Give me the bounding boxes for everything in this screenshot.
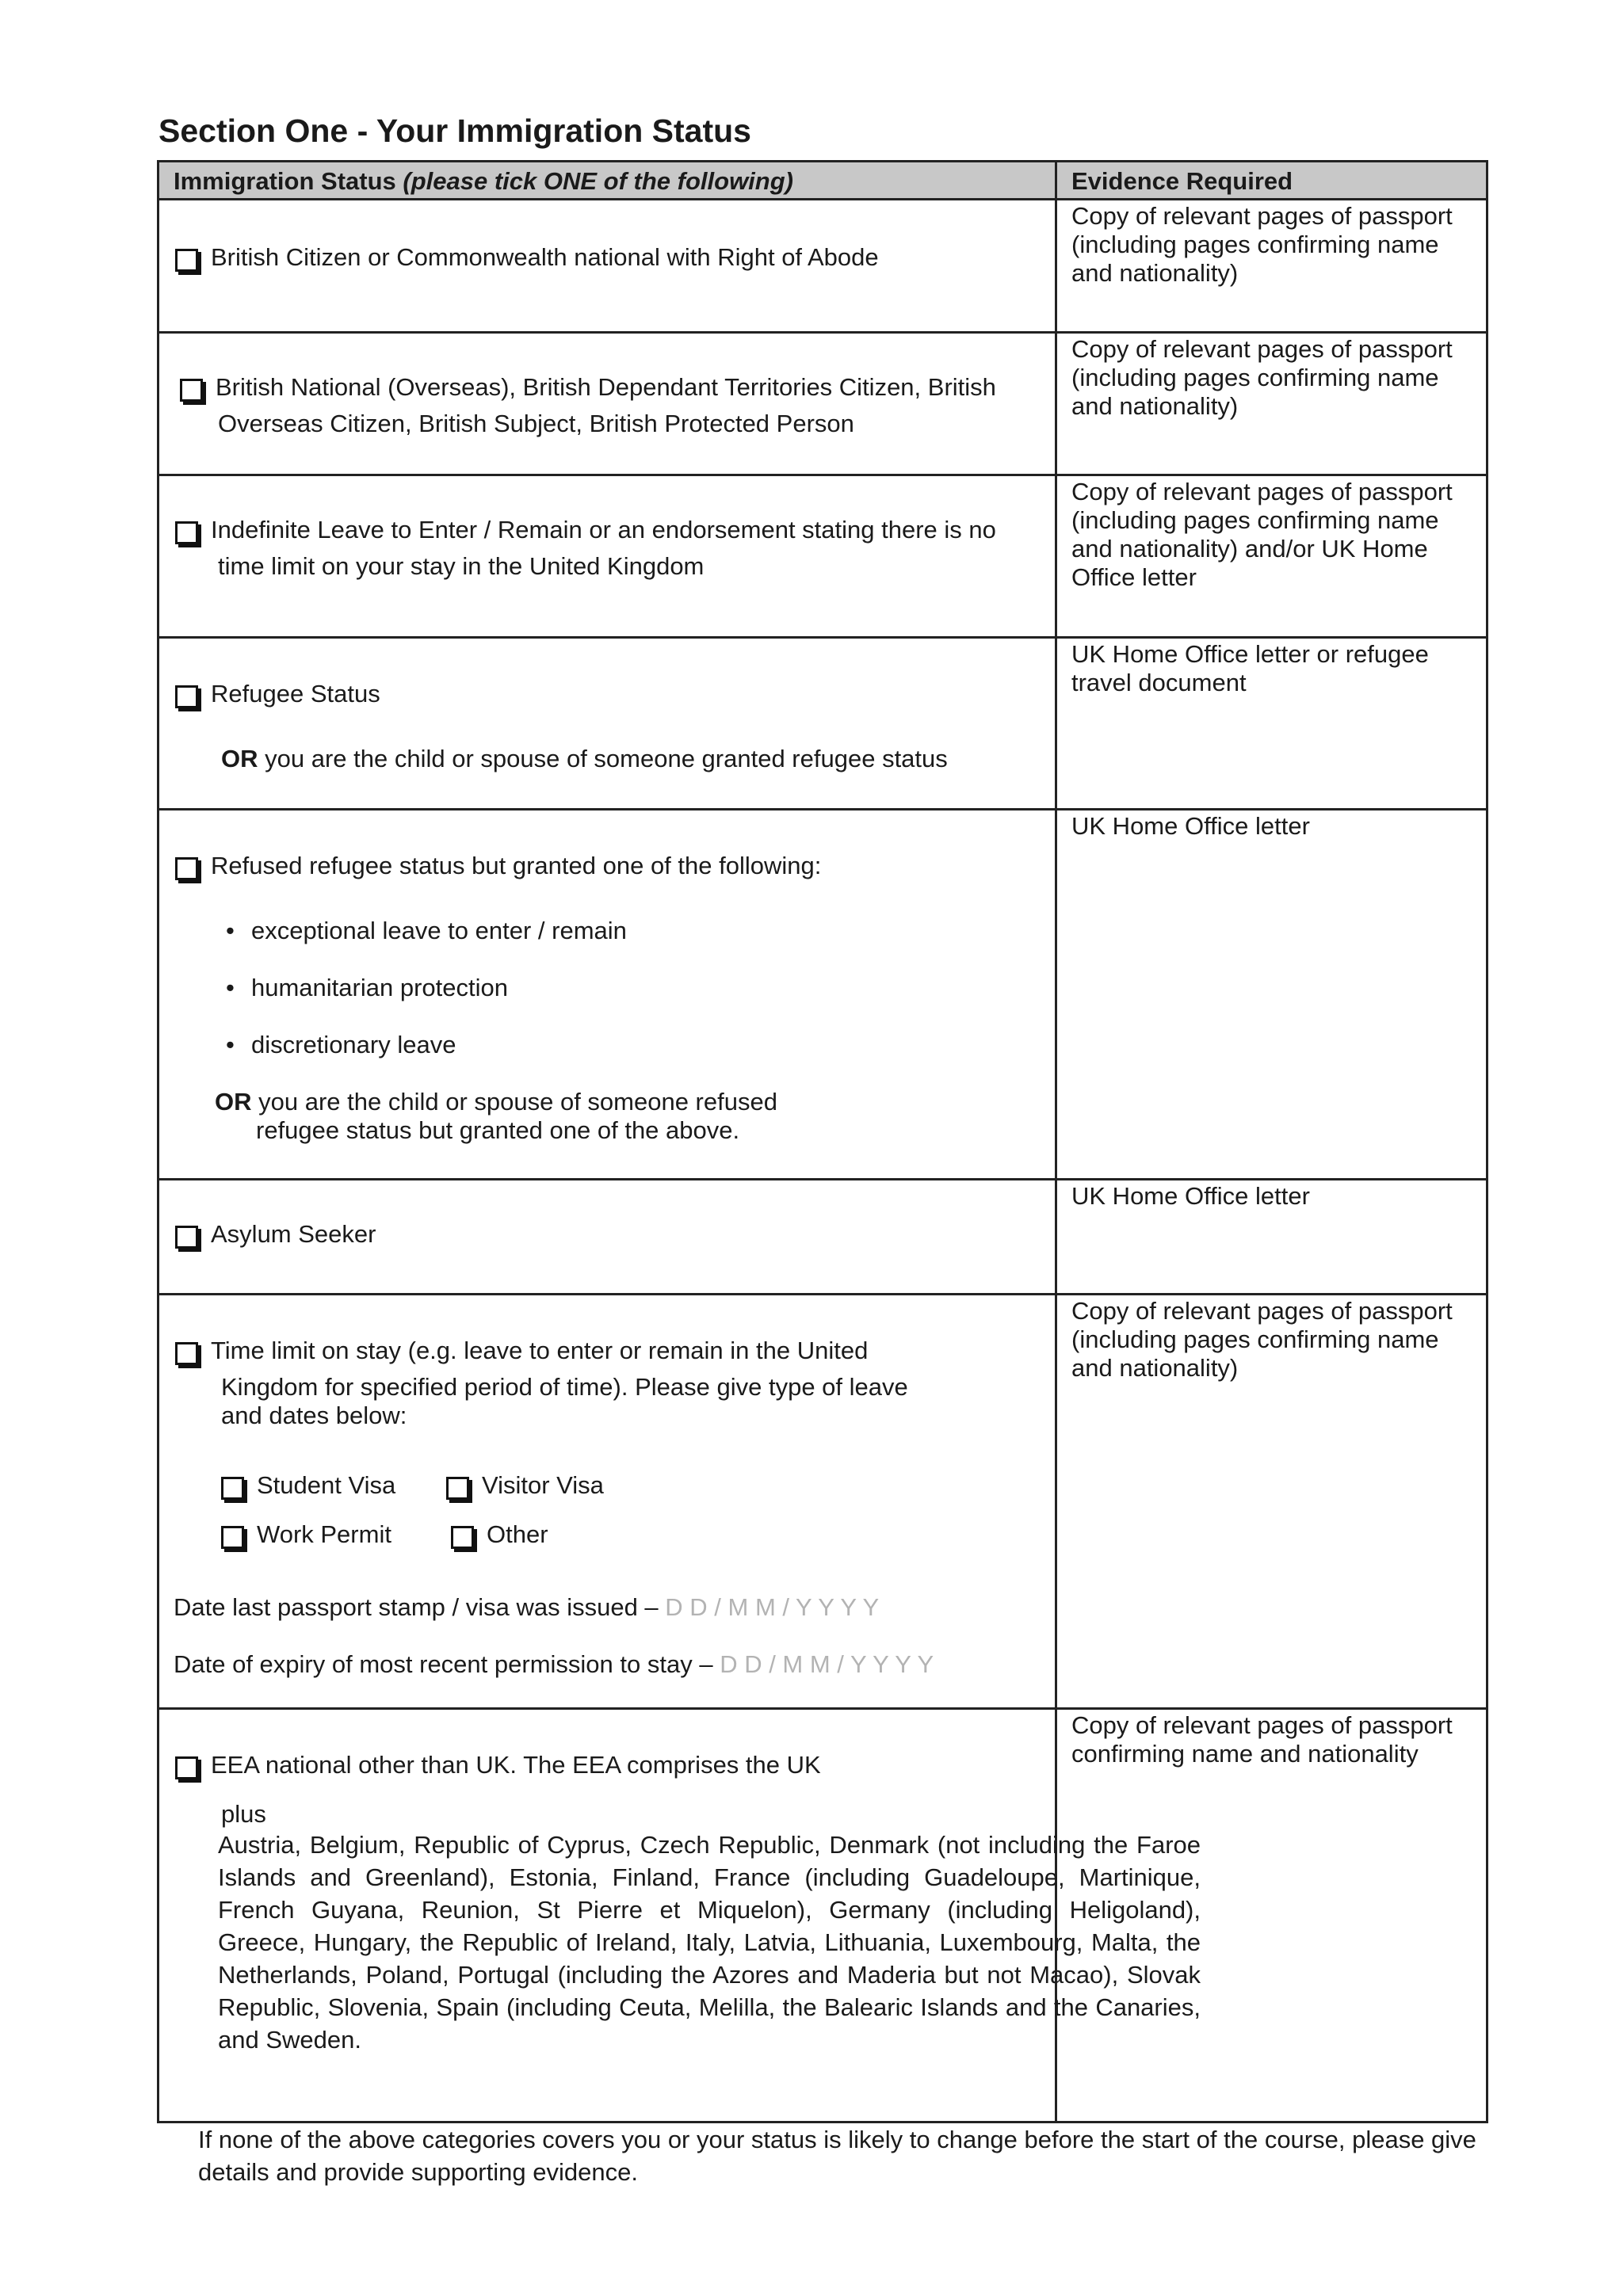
evidence-cell: UK Home Office letter <box>1056 810 1487 1180</box>
table-row <box>158 1709 1487 2122</box>
status-cell <box>158 1180 1056 1295</box>
british-national-checkbox[interactable] <box>180 379 203 402</box>
refugee-or-text: OR you are the child or spouse of someone granted refugee status <box>221 745 948 772</box>
footer-note: If none of the above categories covers you or your status is likely to change before the start of the course, please give details and provide supporting evidence. <box>198 2126 1476 2186</box>
table-row <box>158 810 1487 1180</box>
status-cell <box>158 475 1056 638</box>
asylum-seeker-checkbox[interactable] <box>175 1226 198 1249</box>
other-checkbox[interactable] <box>451 1526 474 1549</box>
date-expiry-row <box>174 1650 934 1679</box>
table-row <box>158 200 1487 333</box>
eea-national-label: EEA national other than UK. The EEA comprises the UK <box>211 1751 821 1779</box>
indefinite-leave-checkbox[interactable] <box>175 521 198 544</box>
evidence-cell: Copy of relevant pages of passport (including pages confirming name and nationality) <box>1056 200 1487 333</box>
eea-country-list: Austria, Belgium, Republic of Cyprus, Czech Republic, Denmark (not including the Faroe Islands and Greenland), Estonia, Finland, France (including Guadeloupe, Martinique, French Guyana, Reunion, St Pierre et Miquelon), Germany (including Heligoland), Greece, Hungary, the Republic of Ireland, Italy, Latvia, Lithuania, Luxembourg, Malta, the Netherlands, Poland, Portugal (including the Azores and Maderia but not Macao), Slovak Republic, Slovenia, Spain (including Ceuta, Melilla, the Balearic Islands and the Canaries, and Sweden. <box>218 1831 1201 2054</box>
other-label: Other <box>487 1520 548 1548</box>
evidence-cell: Copy of relevant pages of passport (including pages confirming name and nationality) <box>1056 1295 1487 1709</box>
refugee-status-label: Refugee Status <box>211 680 380 707</box>
time-limit-label-line3: and dates below: <box>221 1402 407 1429</box>
refused-refugee-or-line1: OR you are the child or spouse of someone refused <box>215 1088 777 1116</box>
indefinite-leave-label-line1: Indefinite Leave to Enter / Remain or an endorsement stating there is no <box>211 516 996 543</box>
student-visa-label: Student Visa <box>257 1471 396 1499</box>
date-expiry-label: Date of expiry of most recent permission to stay – <box>174 1650 720 1678</box>
indefinite-leave-label-line2: time limit on your stay in the United Kingdom <box>218 552 705 580</box>
student-visa-checkbox[interactable] <box>221 1477 244 1500</box>
table-row <box>158 333 1487 475</box>
eea-national-checkbox[interactable] <box>175 1756 198 1779</box>
british-citizen-label: British Citizen or Commonwealth national with Right of Abode <box>211 243 879 271</box>
british-national-label-line1: British National (Overseas), British Dependant Territories Citizen, British <box>216 373 996 401</box>
time-limit-checkbox[interactable] <box>175 1342 198 1365</box>
visitor-visa-checkbox[interactable] <box>446 1477 469 1500</box>
date-issued-row <box>174 1593 879 1622</box>
section-title: Section One - Your Immigration Status <box>158 113 751 149</box>
status-column-header: Immigration Status (please tick ONE of the following) <box>158 162 1056 200</box>
date-issued-field[interactable]: D D / M M / Y Y Y Y <box>665 1593 880 1621</box>
status-cell <box>158 333 1056 475</box>
time-limit-label-line1: Time limit on stay (e.g. leave to enter or remain in the United <box>211 1337 869 1364</box>
table-row <box>158 1295 1487 1709</box>
table-header-row <box>158 162 1487 200</box>
eea-plus: plus <box>221 1800 266 1828</box>
work-permit-checkbox[interactable] <box>221 1526 244 1549</box>
table-row <box>158 638 1487 810</box>
table-row <box>158 475 1487 638</box>
evidence-cell: Copy of relevant pages of passport (including pages confirming name and nationality) <box>1056 333 1487 475</box>
evidence-cell: UK Home Office letter <box>1056 1180 1487 1295</box>
refugee-status-checkbox[interactable] <box>175 685 198 708</box>
refused-refugee-label: Refused refugee status but granted one of the following: <box>211 852 822 879</box>
status-cell <box>158 200 1056 333</box>
table-row <box>158 1180 1487 1295</box>
british-citizen-checkbox[interactable] <box>175 249 198 272</box>
evidence-column-header: Evidence Required <box>1056 162 1487 200</box>
time-limit-label-line2: Kingdom for specified period of time). Please give type of leave <box>221 1373 908 1401</box>
evidence-cell: Copy of relevant pages of passport (including pages confirming name and nationality) and/or UK Home Office letter <box>1056 475 1487 638</box>
list-item: • discretionary leave <box>251 1031 456 1059</box>
list-item: • humanitarian protection <box>251 974 508 1002</box>
date-expiry-field[interactable]: D D / M M / Y Y Y Y <box>720 1650 934 1678</box>
status-cell <box>158 638 1056 810</box>
work-permit-label: Work Permit <box>257 1520 391 1548</box>
list-item: • exceptional leave to enter / remain <box>251 917 627 945</box>
refused-refugee-or-line2: refugee status but granted one of the above. <box>256 1116 740 1144</box>
immigration-status-table <box>157 160 1488 2123</box>
status-cell <box>158 810 1056 1180</box>
asylum-seeker-label: Asylum Seeker <box>211 1220 376 1248</box>
british-national-label-line2: Overseas Citizen, British Subject, British Protected Person <box>218 410 854 437</box>
status-cell <box>158 1295 1056 1709</box>
visitor-visa-label: Visitor Visa <box>482 1471 604 1499</box>
evidence-cell: Copy of relevant pages of passport confirming name and nationality <box>1056 1709 1487 2122</box>
evidence-cell: UK Home Office letter or refugee travel document <box>1056 638 1487 810</box>
status-cell <box>158 1709 1201 2122</box>
date-issued-label: Date last passport stamp / visa was issued – <box>174 1593 666 1621</box>
refused-refugee-checkbox[interactable] <box>175 857 198 880</box>
